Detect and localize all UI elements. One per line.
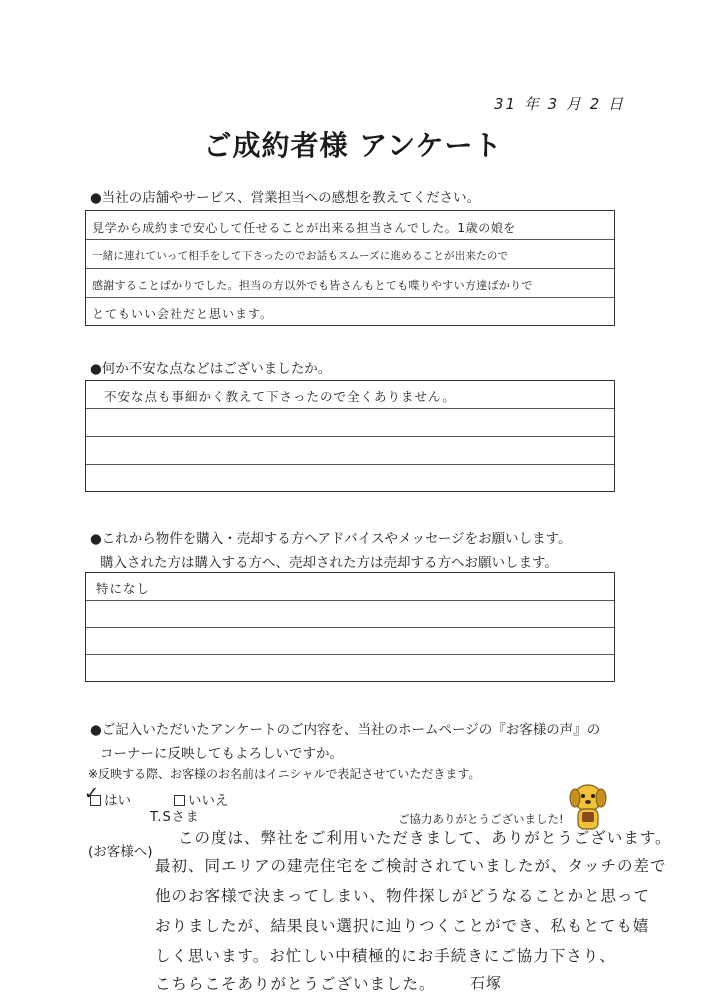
no-label: いいえ bbox=[188, 793, 229, 809]
answer-line: 見学から成約まで安心して任せることが出来る担当さんでした。1歳の娘を bbox=[92, 221, 517, 235]
answer-line: 感謝することばかりでした。担当の方以外でも皆さんもとても喋りやすい方達ばかりで bbox=[92, 279, 533, 292]
survey-date: 31 年 3 月 2 日 bbox=[494, 95, 626, 113]
question-publish: ●ご記入いただいたアンケートのご内容を、当社のホームページの『お客様の声』の bbox=[90, 722, 601, 738]
no-checkbox[interactable] bbox=[174, 795, 185, 806]
reply-line: しく思います。お忙しい中積極的にお手続きにご協力下さり、 bbox=[155, 947, 616, 965]
reply-line: こちらこそありがとうございました。 bbox=[155, 975, 436, 993]
answer-line: 不安な点も事細かく教えて下さったので全くありません。 bbox=[104, 389, 456, 404]
reply-line: 最初、同エリアの建売住宅をご検討されていましたが、タッチの差で bbox=[155, 857, 667, 875]
reply-to-label: (お客様へ) bbox=[88, 844, 153, 860]
recipient-name: T.Sさま bbox=[150, 810, 200, 825]
check-mark-icon: ✓ bbox=[84, 783, 100, 804]
question-advice-sub: 購入された方は購入する方へ、売却された方は売却する方へお願いします。 bbox=[100, 555, 558, 571]
answer-line: とてもいい会社だと思います。 bbox=[92, 307, 274, 321]
answer-box-advice bbox=[85, 572, 615, 682]
question-concerns: ●何か不安な点などはございましたか。 bbox=[90, 361, 332, 377]
answer-line: 一緒に連れていって相手をして下さったのでお話もスムーズに進めることが出来たので bbox=[92, 250, 509, 262]
thanks-message: ご協力ありがとうございました! bbox=[398, 812, 564, 826]
reply-line: 他のお客様で決まってしまい、物件探しがどうなることかと思って bbox=[155, 887, 651, 905]
yes-label: はい bbox=[104, 793, 131, 809]
reply-line: おりましたが、結果良い選択に辿りつくことができ、私もとても嬉 bbox=[155, 917, 650, 935]
question-publish-line2: コーナーに反映してもよろしいですか。 bbox=[100, 746, 343, 762]
answer-box-concerns bbox=[85, 380, 615, 492]
publish-note: ※反映する際、お客様のお名前はイニシャルで表記させていただきます。 bbox=[88, 767, 481, 781]
question-impressions: ●当社の店舗やサービス、営業担当への感想を教えてください。 bbox=[90, 190, 481, 206]
question-advice: ●これから物件を購入・売却する方へアドバイスやメッセージをお願いします。 bbox=[90, 531, 572, 547]
answer-line: 特になし bbox=[96, 581, 151, 596]
signature: 石塚 bbox=[470, 974, 503, 992]
reply-line: この度は、弊社をご利用いただきまして、ありがとうございます。 bbox=[178, 829, 672, 847]
answer-box-impressions bbox=[85, 210, 615, 326]
page-title: ご成約者様 アンケート bbox=[203, 129, 503, 162]
